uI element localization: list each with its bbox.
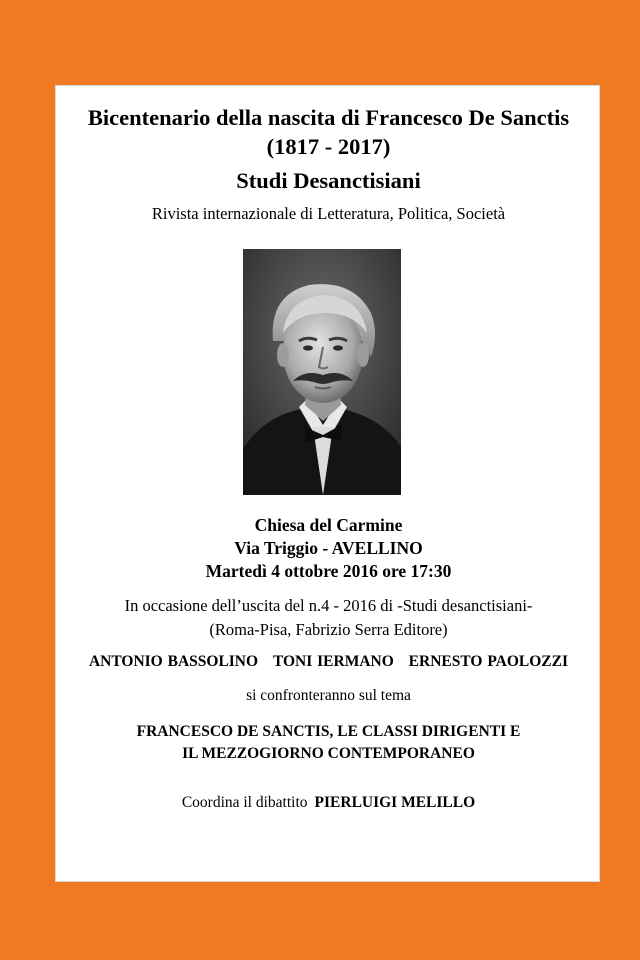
theme-line-2: IL MEZZOGIORNO CONTEMPORANEO [182, 745, 475, 762]
portrait-photo [243, 249, 401, 495]
occasion-line-2: (Roma-Pisa, Fabrizio Serra Editore) [209, 620, 448, 639]
theme-line-1: FRANCESCO DE SANCTIS, LE CLASSI DIRIGENTI E [136, 723, 521, 740]
title-years: (1817 - 2017) [266, 134, 391, 159]
venue-address: Via Triggio - AVELLINO [234, 538, 423, 558]
venue-name: Chiesa del Carmine [254, 515, 403, 535]
event-datetime: Martedì 4 ottobre 2016 ore 17:30 [205, 561, 452, 581]
journal-title: Studi Desanctisiani [236, 168, 421, 193]
speakers-list [56, 653, 601, 671]
speaker-name: ERNESTO PAOLOZZI [408, 653, 569, 670]
speaker-name: TONI IERMANO [272, 653, 394, 670]
poster [55, 85, 600, 882]
speaker-name: ANTONIO BASSOLINO [88, 653, 259, 670]
moderator-label: Coordina il dibattito [181, 794, 308, 811]
journal-subtitle: Rivista internazionale di Letteratura, Politica, Società [151, 204, 506, 223]
debate-intro: si confronteranno sul tema [246, 687, 411, 704]
portrait-illustration [243, 249, 401, 495]
title-line-1: Bicentenario della nascita di Francesco De Sanctis [87, 105, 570, 130]
moderator-line [56, 794, 601, 812]
occasion-line-1: In occasione dell’uscita del n.4 - 2016 di -Studi desanctisiani- [124, 596, 533, 615]
moderator-name: PIERLUIGI MELILLO [314, 794, 476, 811]
